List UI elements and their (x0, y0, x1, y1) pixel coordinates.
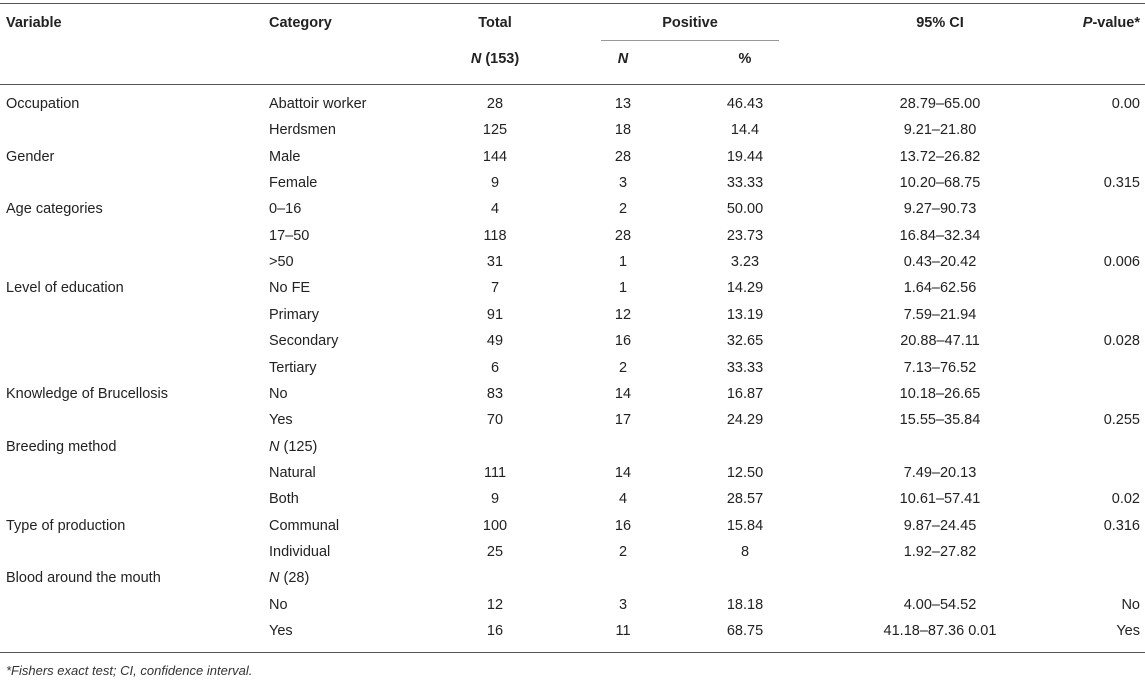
row-positive-pct: 14.29 (726, 280, 764, 296)
header-p-value (1050, 14, 1140, 32)
row-total: 100 (482, 518, 508, 534)
row-variable: Occupation (6, 96, 80, 112)
row-category: Secondary (269, 333, 339, 349)
row-total: 91 (486, 307, 504, 323)
row-positive-n: 2 (618, 544, 628, 560)
row-variable: Age categories (6, 201, 103, 217)
row-total: 118 (483, 228, 507, 244)
row-p-value: 0.316 (1103, 518, 1140, 534)
row-positive-pct: 16.87 (726, 386, 764, 402)
row-positive-pct: 3.23 (730, 254, 760, 270)
header-variable: Variable (6, 15, 62, 31)
row-positive-pct: 13.19 (726, 307, 764, 323)
row-positive-pct: 19.44 (726, 149, 764, 165)
row-total: 70 (486, 412, 504, 428)
row-total: 125 (482, 122, 508, 138)
row-category: Individual (269, 544, 331, 560)
row-category: >50 (269, 254, 294, 270)
row-total: 9 (490, 175, 500, 191)
row-ci: 4.00–54.52 (903, 597, 977, 613)
row-category: Communal (269, 518, 340, 534)
row-category (269, 438, 317, 456)
row-category-italic: N (269, 439, 280, 455)
row-category: No (269, 597, 288, 613)
row-positive-n: 18 (614, 122, 632, 138)
row-total: 12 (486, 597, 504, 613)
row-positive-n: 13 (614, 96, 632, 112)
row-positive-n: 16 (614, 333, 632, 349)
row-category: Natural (269, 465, 316, 481)
row-total: 6 (490, 360, 500, 376)
row-ci: 1.92–27.82 (903, 544, 977, 560)
header-positive-n (573, 50, 673, 68)
row-positive-pct: 12.50 (726, 465, 764, 481)
row-category: Tertiary (269, 360, 317, 376)
header-positive: Positive (662, 15, 718, 31)
row-positive-pct: 50.00 (726, 201, 764, 217)
row-ci: 10.61–57.41 (899, 491, 981, 507)
header-total-n (440, 50, 550, 68)
row-positive-n: 17 (614, 412, 632, 428)
row-positive-pct: 18.18 (726, 597, 764, 613)
row-ci: 10.18–26.65 (899, 386, 981, 402)
row-category: Yes (269, 623, 293, 639)
row-category (269, 569, 309, 587)
row-category-italic: N (269, 570, 280, 586)
header-total-n-italic: N (470, 51, 482, 67)
row-positive-n: 4 (618, 491, 628, 507)
row-category: Yes (269, 412, 293, 428)
row-ci: 28.79–65.00 (899, 96, 981, 112)
row-positive-pct: 68.75 (726, 623, 764, 639)
row-positive-n: 28 (614, 149, 632, 165)
row-total: 9 (490, 491, 500, 507)
row-category: No (269, 386, 288, 402)
row-total: 25 (486, 544, 504, 560)
row-category: Male (269, 149, 301, 165)
row-positive-n: 28 (614, 228, 632, 244)
row-ci: 7.13–76.52 (903, 360, 977, 376)
row-positive-n: 3 (618, 597, 628, 613)
row-positive-pct: 15.84 (726, 518, 764, 534)
row-ci: 13.72–26.82 (899, 149, 981, 165)
row-ci: 9.87–24.45 (903, 518, 977, 534)
bottom-rule (0, 652, 1145, 653)
row-variable: Level of education (6, 280, 124, 296)
row-total: 28 (486, 96, 504, 112)
row-positive-n: 14 (614, 465, 632, 481)
row-positive-n: 11 (615, 623, 631, 639)
row-ci: 7.59–21.94 (903, 307, 977, 323)
row-positive-pct: 24.29 (726, 412, 764, 428)
positive-rule (601, 40, 779, 41)
row-ci: 9.27–90.73 (903, 201, 977, 217)
header-rule (0, 84, 1145, 85)
row-variable: Breeding method (6, 439, 117, 455)
row-positive-pct: 23.73 (726, 228, 764, 244)
row-total: 111 (483, 465, 507, 481)
row-positive-pct: 8 (740, 544, 750, 560)
header-total-n-rest: (153) (481, 51, 520, 67)
row-positive-n: 14 (614, 386, 632, 402)
row-positive-pct: 33.33 (726, 175, 764, 191)
row-category: Abattoir worker (269, 96, 367, 112)
row-positive-pct: 46.43 (726, 96, 764, 112)
row-total: 83 (486, 386, 504, 402)
row-variable: Type of production (6, 518, 126, 534)
row-ci: 20.88–47.11 (900, 333, 980, 349)
row-category: 0–16 (269, 201, 302, 217)
top-rule (0, 3, 1145, 4)
row-ci: 0.43–20.42 (903, 254, 977, 270)
row-ci: 9.21–21.80 (903, 122, 977, 138)
row-positive-n: 1 (618, 254, 628, 270)
row-category: No FE (269, 280, 311, 296)
row-p-value: 0.00 (1111, 96, 1140, 112)
header-positive-pct: % (738, 51, 752, 67)
row-p-value: 0.315 (1103, 175, 1140, 191)
row-positive-pct: 28.57 (726, 491, 764, 507)
row-category-rest: (28) (279, 570, 310, 586)
row-total: 31 (486, 254, 504, 270)
header-total: Total (478, 15, 512, 31)
row-positive-n: 12 (614, 307, 632, 323)
row-positive-n: 2 (618, 360, 628, 376)
row-positive-n: 16 (614, 518, 632, 534)
row-category: 17–50 (269, 228, 310, 244)
row-category: Female (269, 175, 318, 191)
row-ci: 16.84–32.34 (899, 228, 981, 244)
header-p-rest: -value* (1092, 15, 1140, 31)
row-category-rest: (125) (279, 439, 318, 455)
header-category: Category (269, 15, 332, 31)
row-p-value: 0.255 (1103, 412, 1140, 428)
row-category: Herdsmen (269, 122, 336, 138)
table-footnote: *Fishers exact test; CI, confidence interval. (6, 663, 253, 678)
row-total: 49 (486, 333, 504, 349)
row-positive-n: 3 (618, 175, 628, 191)
row-p-value: Yes (1116, 623, 1140, 639)
row-total: 144 (482, 149, 508, 165)
row-variable: Knowledge of Brucellosis (6, 386, 169, 402)
row-ci: 15.55–35.84 (899, 412, 981, 428)
row-total: 16 (486, 623, 504, 639)
header-positive-n-italic: N (617, 51, 629, 67)
row-p-value: 0.006 (1103, 254, 1140, 270)
row-positive-pct: 33.33 (726, 360, 764, 376)
row-positive-pct: 32.65 (726, 333, 764, 349)
row-positive-pct: 14.4 (730, 122, 760, 138)
row-positive-n: 1 (618, 280, 628, 296)
row-total: 4 (490, 201, 500, 217)
row-ci: 7.49–20.13 (903, 465, 977, 481)
row-category: Both (269, 491, 299, 507)
header-p-italic: P (1082, 15, 1093, 31)
row-positive-n: 2 (618, 201, 628, 217)
row-ci: 1.64–62.56 (903, 280, 977, 296)
row-p-value: 0.02 (1111, 491, 1140, 507)
row-ci: 41.18–87.36 0.01 (883, 623, 997, 639)
row-variable: Blood around the mouth (6, 570, 161, 586)
row-p-value: No (1121, 597, 1140, 613)
row-variable: Gender (6, 149, 55, 165)
row-p-value: 0.028 (1103, 333, 1140, 349)
row-total: 7 (490, 280, 500, 296)
row-category: Primary (269, 307, 319, 323)
header-ci: 95% CI (916, 15, 964, 31)
row-ci: 10.20–68.75 (899, 175, 981, 191)
